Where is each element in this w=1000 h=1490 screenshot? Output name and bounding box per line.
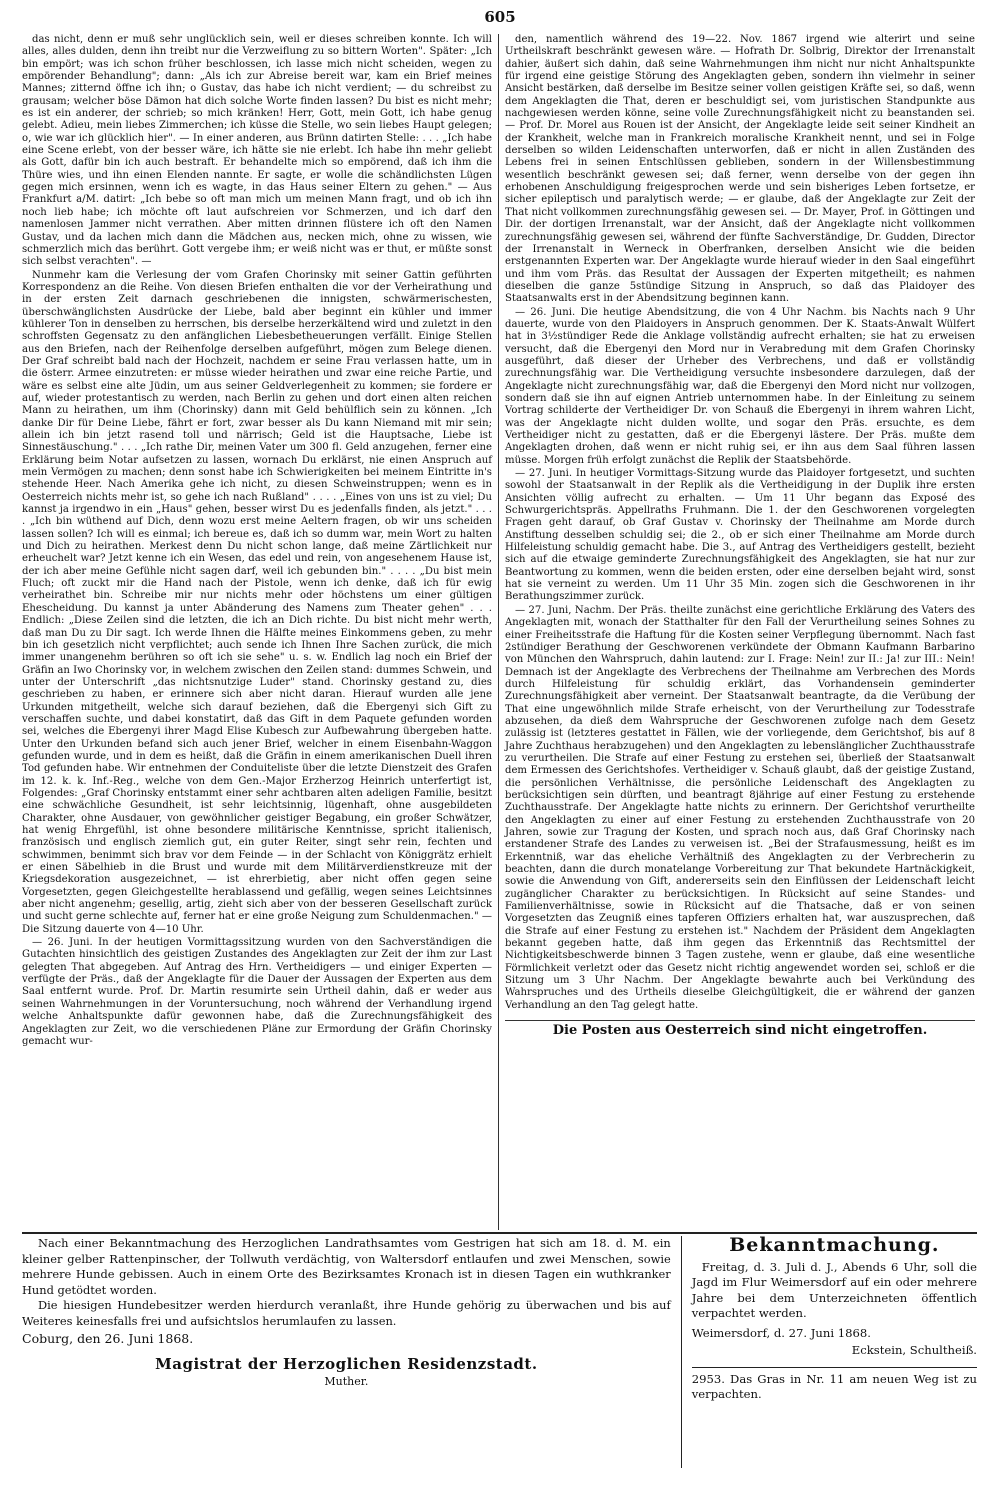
- postal-notice: Die Posten aus Oesterreich sind nicht eingetroffen.: [505, 1020, 975, 1037]
- advertisement-section: [22, 1236, 977, 1468]
- article-paragraph: den, namentlich während des 19—22. Nov. 1867 irgend wie alterirt und seine Urtheilskraft beschränkt gewesen wäre. — Hofrath Dr. Solbrig, Direktor der Irrenanstalt dahier, äußert sich dahin, daß seine Wahrnehmungen ihm nicht nur nicht Anhaltspunkte für irgend eine geistige Störung des Angeklagten geben, sondern ihn vielmehr in seiner Ansicht bestärken, daß derselbe im Besitze seiner vollen geistigen Kräfte sei, so daß, wenn dem Angeklagten die That, deren er beschuldigt sei, vom juristischen Standpunkte aus nachgewiesen werden könne, seine volle Zurechnungsfähigkeit nicht zu beanstanden sei. — Prof. Dr. Morel aus Rouen ist der Ansicht, der Angeklagte leide seit seiner Kindheit an der Krankheit, welche man in Frankreich moralische Krankheit nennt, und sei in Folge derselben so wilden Leidenschaften unterworfen, daß er nicht in allen Zuständen des Lebens frei in seinen Entschlüssen geblieben, sondern in der Willensbestimmung wesentlich beschränkt gewesen sei; daß ferner, wenn derselbe von der gegen ihn erhobenen Anschuldigung freigesprochen werde und sein bisheriges Leben fortsetze, er sicher epileptisch und paralytisch werde; — er glaube, daß der Angeklagte zur Zeit der That nicht vollkommen zurechnungsfähig gewesen sei. — Dr. Mayer, Prof. in Göttingen und Dir. der dortigen Irrenanstalt, war der Ansicht, daß der Angeklagte nicht vollkommen zurechnungsfähig gewesen sei, während der fünfte Sachverständige, Dr. Gudden, Director der Irrenanstalt in Werneck in Oberfranken, derselben Ansicht wie die beiden erstgenannten Experten war. Der Angeklagte wurde hierauf wieder in den Saal eingeführt und ihm vom Präs. das Resultat der Aussagen der Experten mitgetheilt; es nahmen dieselben die ganze 5stündige Sitzung in Anspruch, so daß das Plaidoyer des Staatsanwalts erst in der Abendsitzung beginnen kann.: [505, 34, 975, 305]
- hunting-notice-body: Freitag, d. 3. Juli d. J., Abends 6 Uhr, soll die Jagd im Flur Weimersdorf auf ein oder mehrere Jahre bei dem Unterzeichneten öffentlich verpachtet werden.: [691, 1259, 977, 1320]
- left-column: [22, 34, 498, 1230]
- grass-lease-ad: 2953. Das Gras in Nr. 11 am neuen Weg ist zu verpachten.: [692, 1367, 977, 1403]
- article-paragraph: — 26. Juni. In der heutigen Vormittagssitzung wurden von den Sachverständigen die Gutachten hinsichtlich des geistigen Zustandes des Angeklagten zur Zeit der ihm zur Last gelegten That abgegeben. Auf Antrag des Hrn. Vertheidigers — und einiger Experten — verfügte der Präs., daß der Angeklagte für die Dauer der Aussagen der Experten aus dem Saal entfernt wurde. Prof. Dr. Martin resumirte sein Urtheil dahin, daß er weder aus seinen Wahrnehmungen in der Voruntersuchung, noch während der Verhandlung irgend welche Anhaltspunkte dafür gewonnen habe, daß die Zurechnungsfähigkeit des Angeklagten zur Zeit, wo die verschiedenen Pläne zur Ermordung der Gräfin Chorinsky gemacht wur-: [22, 937, 492, 1047]
- magistrate-notice: [22, 1236, 681, 1468]
- page-number: 605: [484, 8, 516, 26]
- notice-place-date: Coburg, den 26. Juni 1868.: [22, 1331, 194, 1346]
- hunting-notice-heading: Bekanntmachung.: [729, 1234, 940, 1256]
- article-paragraph: Nunmehr kam die Verlesung der vom Grafen Chorinsky mit seiner Gattin geführten Korrespondenz an die Reihe. Von diesen Briefen enthalten die vor der Verheirathung und in der ersten Zeit darnach geschriebenen die innigsten, schwärmerischesten, überschwänglichsten Ausdrücke der Liebe, bald aber beginnt ein kühler und immer kühlerer Ton in denselben zu herrschen, bis derselbe herzerkältend wird und zuletzt in den schroffsten Gegensatz zu den anfänglichen Liebesbetheuerungen verfällt. Einige Stellen aus den Briefen, nach der Reihenfolge derselben aufgeführt, mögen zum Belege dienen. Der Graf schreibt bald nach der Hochzeit, nachdem er seine Frau verlassen hatte, um in die österr. Armee einzutreten: er müsse wieder heirathen und zwar eine reiche Partie, und wäre es selbst eine alte Jüdin, um aus seiner Geldverlegenheit zu kommen; sie fordere er auf, wieder protestantisch zu werden, nach Berlin zu gehen und dort einen alten reichen Mann zu heirathen, um ihm (Chorinsky) dann mit Geld behülflich sein zu können. „Ich danke Dir für Deine Liebe, fährt er fort, zwar besser als Du kann Niemand mit mir sein; allein ich bin jetzt rasend toll und närrisch; Geld ist die Hauptsache, Liebe ist Sinnestäuschung." . . . „Ich rathe Dir, meinen Vater um 300 fl. Geld anzugehen, ferner eine Erklärung beim Notar aufsetzen zu lassen, wornach Du erklärst, nie einen Anspruch auf mein Vermögen zu machen; denn sonst habe ich Schwierigkeiten bei meinem Eintritte in's stehende Heer. Nach Amerika gehe ich nicht, zu diesen Schweinstruppen; wenn es in Oesterreich nichts mehr ist, so gehe ich nach Rußland" . . . . „Eines von uns ist zu viel; Du kannst ja irgendwo in ein „Haus" gehen, besser wirst Du es jedenfalls finden, als jetzt." . . . . „Ich bin wüthend auf Dich, denn wozu erst meine Aeltern fragen, ob wir uns scheiden lassen sollen? Ich will es einmal; ich bereue es, daß ich so dumm war, mein Wort zu halten und Dich zu heirathen. Merkest denn Du nicht schon lange, daß meine Zärtlichkeit nur erheuchelt war? Jetzt kenne ich ein Wesen, das edel und rein, von angesehenem Hause ist, der ich aber meine Gefühle nicht sagen darf, weil ich gebunden bin." . . . . „Du bist mein Fluch; oft zuckt mir die Hand nach der Pistole, wenn ich denke, daß ich für ewig verheirathet bin. Schreibe mir nur nichts mehr oder höchstens um einer gültigen Ehescheidung. Du kannst ja unter Abänderung des Namens zum Theater gehen" . . . Endlich: „Diese Zeilen sind die letzten, die ich an Dich richte. Du bist nicht mehr werth, daß man Du zu Dir sagt. Ich werde Ihnen die Hälfte meines Einkommens geben, zu mehr bin ich gesetzlich nicht verpflichtet; auch sende ich Ihnen Ihre Sachen zurück, die mich immer unangenehm berühren so oft ich sie sehe" u. s. w. Endlich lag noch ein Brief der Gräfin an Iwo Chorinsky vor, in welchem zwischen den Zeilen stand: dummes Schwein, und unter der Unterschrift „das nichtsnutzige Luder" stand. Chorinsky gestand zu, dies geschrieben zu haben, er erinnere sich aber nicht daran. Hierauf wurden alle jene Urkunden mitgetheilt, welche sich darauf beziehen, daß die Ebergenyi sich Gift zu verschaffen suchte, und dabei konstatirt, daß das Gift in dem Paquete gefunden worden sei, welches die Ebergenyi ihrer Magd Elise Kubesch zur Aufbewahrung übergeben hatte. Unter den Urkunden befand sich auch jener Brief, welcher in einem Eisenbahn-Waggon gefunden wurde, und in dem es heißt, daß die Gräfin in einem amerikanischen Duell ihren Tod gefunden habe. Wir entnehmen der Conduiteliste über die letzte Dienstzeit des Grafen im 12. k. k. Inf.-Reg., welche von dem Gen.-Major Erzherzog Heinrich unterfertigt ist, Folgendes: „Graf Chorinsky entstammt einer sehr achtbaren alten adeligen Familie, besitzt eine schwächliche Gesundheit, ist sehr leichtsinnig, lügenhaft, ohne ausgebildeten Charakter, ohne Ausdauer, von gewöhnlicher geistiger Begabung, ein großer Schwätzer, hat wenig Ehrgefühl, ist ohne besondere militärische Kenntnisse, spricht italienisch, französisch und englisch ziemlich gut, ein guter Reiter, singt sehr rein, fechten und schwimmen, benimmt sich brav vor dem Feinde — in der Schlacht von Königgrätz erhielt er einen Säbelhieb in die Brust und wurde mit dem Militärverdienstkreuze mit der Kriegsdekoration ausgezeichnet, — ist ehrerbietig, aber nicht offen gegen seine Vorgesetzten, gegen Gleichgestellte herablassend und gefällig, wegen seines Leichtsinnes aber nicht angenehm; gesellig, artig, zieht sich aber von der besseren Gesellschaft zurück und sucht gerne schlechte auf, ferner hat er eine große Neigung zum Schuldenmachen." — Die Sitzung dauerte von 4—10 Uhr.: [22, 269, 492, 935]
- article-paragraph: — 27. Juni. In heutiger Vormittags-Sitzung wurde das Plaidoyer fortgesetzt, und suchten sowohl der Staatsanwalt in der Replik als die Vertheidigung in der Duplik ihre ersten Ansichten völlig aufrecht zu erhalten. — Um 11 Uhr begann das Exposé des Schwurgerichtspräs. Appellraths Fruhmann. Die 1. der den Geschworenen vorgelegten Fragen geht darauf, ob Graf Gustav v. Chorinsky der Theilnahme am Morde durch Anstiftung desselben schuldig sei; die 2., ob er sich einer Theilnahme am Morde durch Hilfeleistung schuldig gemacht habe. Die 3., auf Antrag des Vertheidigers gestellt, bezieht sich auf die etwaige geminderte Zurechnungsfähigkeit des Angeklagten, sie hat nur zur Beantwortung zu kommen, wenn die beiden ersten, oder eine derselben bejaht wird, sonst hat sie verneint zu werden. Um 11 Uhr 35 Min. zogen sich die Geschworenen in ihr Berathungszimmer zurück.: [505, 468, 975, 603]
- right-column: [498, 34, 975, 1230]
- article-paragraph: — 27. Juni, Nachm. Der Präs. theilte zunächst eine gerichtliche Erklärung des Vaters des Angeklagten mit, wonach der Statthalter für den Fall der Verurtheilung seines Sohnes zu einer Freiheitsstrafe die Haftung für die Kosten seiner Verpflegung übernommt. Nach fast 2stündiger Berathung der Geschworenen verkündete der Obmann Kaufmann Barbarino von München den Wahrspruch, dahin lautend: zur I. Frage: Nein! zur II.: Ja! zur III.: Nein! Demnach ist der Angeklagte des Verbrechens der Theilnahme am Verbrechen des Mords durch Hilfeleistung für schuldig erklärt, das Vorhandensein geminderter Zurechnungsfähigkeit aber verneint. Der Staatsanwalt beantragte, da die Verübung der That eine ungewöhnlich milde Strafe erheischt, von der Verurtheilung zur Todesstrafe abzusehen, da dieß dem Wahrspruche der Geschworenen zufolge nach dem Gesetz zulässig ist (letzteres gestattet in Fällen, wie der vorliegende, dem Gerichtshof, bis auf 8 Jahre Zuchthaus herabzugehen) und den Angeklagten zu lebenslänglicher Zuchthausstrafe zu verurtheilen. Die Strafe auf einer Festung zu erstehen sei, überließ der Staatsanwalt dem Ermessen des Gerichtshofes. Vertheidiger v. Schauß glaubt, daß der geistige Zustand, die persönlichen Verhältnisse, die persönliche Leidenschaft des Angeklagten zu berücksichtigen sein dürften, und beantragt 8jährige auf einer Festung zu erstehende Zuchthausstrafe. Der Angeklagte hatte nichts zu erinnern. Der Gerichtshof verurtheilte den Angeklagten zu einer auf einer Festung zu erstehenden Zuchthausstrafe von 20 Jahren, sowie zur Tragung der Kosten, und sprach noch aus, daß Graf Chorinsky nach erstandener Strafe des Landes zu verweisen ist. „Bei der Strafausmessung, heißt es im Erkenntniß, war das eheliche Verhältniß des Angeklagten zu der Verbrecherin zu beachten, dann die durch monatelange Vorbereitung zur That bekundete Hartnäckigkeit, sowie die Anwendung von Gift, andererseits sein den Einflüssen der Leidenschaft leicht zugänglicher Charakter zu berücksichtigen. In Rücksicht auf seine Standes- und Familienverhältnisse, sowie in Rücksicht auf die Thatsache, daß er von seinen Vorgesetzten das Zeugniß eines tapferen Offiziers erhalten hat, war auszusprechen, daß die Strafe auf einer Festung zu erstehen ist." Nachdem der Präsident dem Angeklagten bekannt gegeben hatte, daß ihm gegen das Erkenntniß das Rechtsmittel der Nichtigkeitsbeschwerde binnen 3 Tagen zustehe, wenn er glaube, daß eine wesentliche Förmlichkeit verletzt oder das Gesetz nicht richtig angewendet worden sei, schloß er die Sitzung um 3 Uhr Nachm. Der Angeklagte bewahrte auch bei Verkündung des Wahrspruches und des Urtheils dieselbe Gleichgültigkeit, die er während der ganzen Verhandlung an den Tag gelegt hatte.: [505, 604, 975, 1011]
- hunting-notice-signer: Eckstein, Schultheiß.: [851, 1343, 977, 1357]
- notice-signer: Muther.: [324, 1375, 369, 1388]
- article-columns: [22, 34, 977, 1230]
- notice-signature: Magistrat der Herzoglichen Residenzstadt.: [155, 1354, 538, 1373]
- article-paragraph: das nicht, denn er muß sehr unglücklich sein, weil er dieses schreiben konnte. Ich will alles, alles dulden, denn ihn treibt nur die Verzweiflung zu so bittern Worten". Später: „Ich bin empört; was ich schon früher beschlossen, ich lasse mich nicht scheiden, wegen zu empörender Behandlung"; dann: „Als ich zur Abreise bereit war, kam ein Brief meines Mannes; zitternd öffne ich ihn; o Gustav, das habe ich nicht verdient; — du schreibst zu grausam; welcher böse Dämon hat dich solche Worte finden lassen? Du bist es nicht mehr; es ist ein anderer, der schrieb; so mich kränken! Herr, Gott, mein Gott, ich habe genug gelebt. Adieu, mein liebes Zimmerchen; ich küsse die Stelle, wo sein liebes Haupt gelegen; o, wie war ich glücklich hier". — In einer anderen, aus Brünn datirten Stelle: . . . „Ich habe eine Scene erlebt, von der besser wäre, ich hätte sie nie erlebt. Ich habe ihn mehr geliebt als Gott, dafür bin ich auch bestraft. Er behandelte mich so empörend, daß ich ihm die Thüre wies, und ihn einen Elenden nannte. Er sagte, er wolle die schändlichsten Lügen gegen mich ersinnen, wenn ich es wagte, in das Haus seiner Eltern zu gehen." — Aus Frankfurt a/M. datirt: „Ich bebe so oft man mich um meinen Mann fragt, und ob ich ihn noch lieb habe; ich möchte oft laut aufschreien vor Schmerzen, und ich darf den namenlosen Jammer nicht verrathen. Aber mitten drinnen flüstere ich oft den Namen Gustav, und da lachen mich dann die Mädchen aus, necken mich, ohne zu wissen, wie schmerzlich mich das berührt. Gott vergebe ihm; er weiß nicht was er thut, er müßte sonst sich selbst verachten". —: [22, 34, 492, 268]
- notice-body-2: Die hiesigen Hundebesitzer werden hierdurch veranlaßt, ihre Hunde gehörig zu überwachen und bis auf Weiteres keinesfalls frei und aufsichtslos herumlaufen zu lassen.: [22, 1298, 671, 1328]
- hunting-notice: [681, 1236, 977, 1468]
- hunting-notice-place-date: Weimersdorf, d. 27. Juni 1868.: [691, 1325, 871, 1340]
- article-paragraph: — 26. Juni. Die heutige Abendsitzung, die von 4 Uhr Nachm. bis Nachts nach 9 Uhr dauerte, wurde von den Plaidoyers in Anspruch genommen. Der K. Staats-Anwalt Wülfert hat in 3½stündiger Rede die Anklage vollständig aufrecht erhalten; sie hat zu erweisen versucht, daß die Ebergenyi den Mord nur in Verabredung mit dem Grafen Chorinsky ausgeführt, daß dieser der Urheber des Verbrechens, und daß er vollständig zurechnungsfähig war. Die Vertheidigung versuchte insbesondere darzulegen, daß der Angeklagte nicht zurechnungsfähig war, daß die Ebergenyi den Mord nicht nur vollzogen, sondern daß sie ihn auf eignen Antrieb unternommen habe. In der Einleitung zu seinem Vortrag schilderte der Vertheidiger Dr. von Schauß die Ebergenyi in ihrem wahren Licht, was der Angeklagte nicht dulden wollte, und sogar den Präs. ersuchte, es dem Vertheidiger nicht zu gestatten, daß er die Ebergenyi lästere. Der Präs. mußte dem Angeklagten drohen, daß wenn er nicht ruhig sei, er ihn aus dem Saal führen lassen müsse. Morgen früh erfolgt zunächst die Replik der Staatsbehörde.: [505, 306, 975, 466]
- notice-body: Nach einer Bekanntmachung des Herzoglichen Landrathsamtes vom Gestrigen hat sich am 18. d. M. ein kleiner gelber Rattenpinscher, der Tollwuth verdächtig, von Waltersdorf entlaufen und zwei Menschen, sowie mehrere Hunde gebissen. Auch in einem Orte des Bezirksamtes Kronach ist in diesen Tagen ein wuthkranker Hund getödtet worden.: [22, 1236, 671, 1297]
